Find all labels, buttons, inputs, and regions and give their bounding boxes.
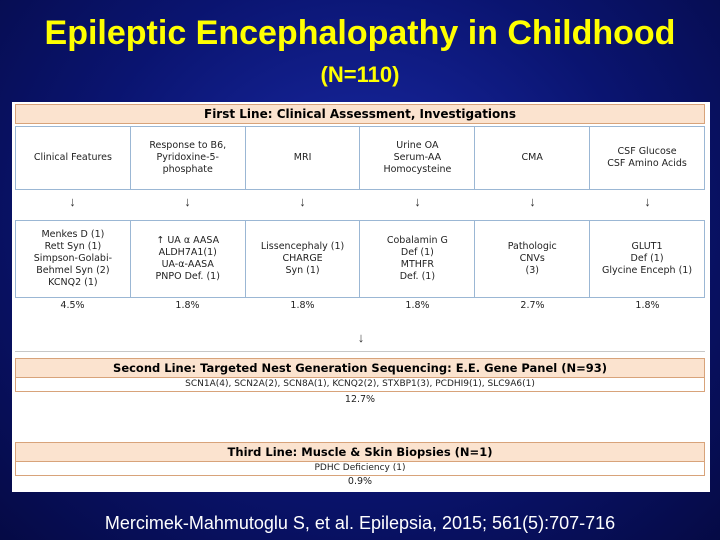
third-line-header: Third Line: Muscle & Skin Biopsies (N=1) (15, 442, 705, 462)
investigation-clinical-features: Clinical Features (15, 126, 131, 190)
finding-clinical-features: Menkes D (1) Rett Syn (1) Simpson-Golabi- Behmel Syn (2) KCNQ2 (1) (15, 220, 131, 298)
percentage-value: 1.8% (635, 300, 660, 311)
third-line-result: PDHC Deficiency (1) (15, 462, 705, 476)
down-arrow-icon: ↓ (414, 194, 421, 209)
finding-b6-response: ↑ UA α AASA ALDH7A1(1) UA-α-AASA PNPO Def. (1) (131, 220, 246, 298)
percentage-value: 2.7% (520, 300, 545, 311)
finding-metabolic: Cobalamin G Def (1) MTHFR Def. (1) (360, 220, 475, 298)
percentage-value: 1.8% (290, 300, 315, 311)
findings-row (15, 220, 705, 298)
finding-csf: GLUT1 Def (1) Glycine Enceph (1) (590, 220, 705, 298)
slide-subtitle: (N=110) (320, 62, 400, 87)
percentage-value: 4.5% (60, 300, 85, 311)
down-arrow-icon: ↓ (184, 194, 191, 209)
down-arrow-icon: ↓ (299, 194, 306, 209)
investigation-csf: CSF Glucose CSF Amino Acids (590, 126, 705, 190)
second-line-header: Second Line: Targeted Nest Generation Sequencing: E.E. Gene Panel (N=93) (15, 358, 705, 378)
finding-mri: Lissencephaly (1) CHARGE Syn (1) (246, 220, 361, 298)
divider (15, 351, 705, 352)
down-arrow-icon: ↓ (529, 194, 536, 209)
finding-cma: Pathologic CNVs (3) (475, 220, 590, 298)
slide-title: Epileptic Encephalopathy in Childhood (44, 14, 676, 52)
down-arrow-icon: ↓ (69, 194, 76, 209)
investigation-mri: MRI (246, 126, 361, 190)
percentage-value: 1.8% (175, 300, 200, 311)
percentage-row (15, 300, 705, 322)
investigation-cma: CMA (475, 126, 590, 190)
down-arrow-icon: ↓ (357, 330, 365, 345)
percentage-value: 1.8% (405, 300, 430, 311)
investigation-b6-response: Response to B6, Pyridoxine-5- phosphate (131, 126, 246, 190)
second-line-genes: SCN1A(4), SCN2A(2), SCN8A(1), KCNQ2(2), STXBP1(3), PCDHI9(1), SLC9A6(1) (15, 378, 705, 392)
citation: Mercimek-Mahmutoglu S, et al. Epilepsia, 2015; 561(5):707-716 (104, 513, 616, 533)
investigation-row (15, 126, 705, 190)
third-line-percentage: 0.9% (347, 476, 373, 487)
down-arrow-icon: ↓ (644, 194, 651, 209)
first-line-header: First Line: Clinical Assessment, Investigations (15, 104, 705, 124)
arrow-row (15, 194, 705, 214)
investigation-metabolic: Urine OA Serum-AA Homocysteine (360, 126, 475, 190)
flowchart-panel (12, 102, 710, 492)
second-line-percentage: 12.7% (344, 394, 376, 405)
